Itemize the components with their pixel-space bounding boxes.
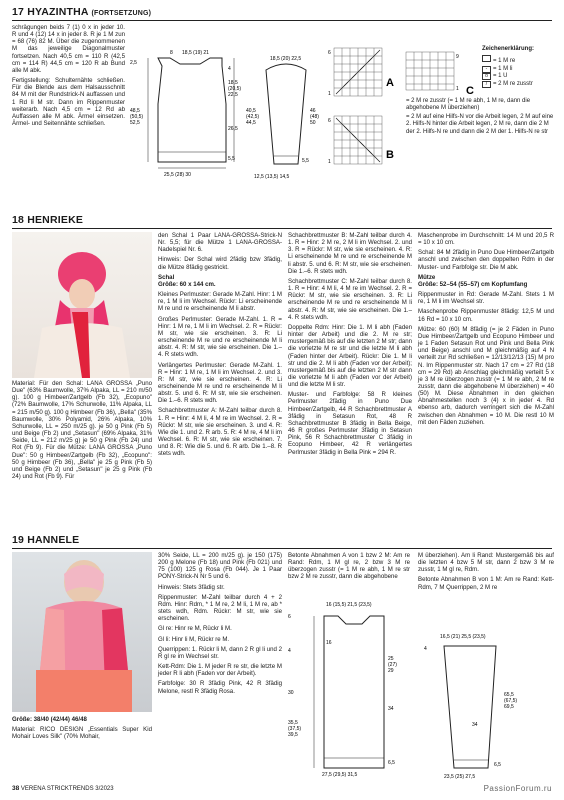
dim-label: 16,5 (21) 25,5 (23,5) [440, 634, 486, 640]
chart-letter: A [386, 77, 394, 89]
legend-item: = 1 M re [482, 55, 554, 65]
dim-label: 25,5 (28) 30 [164, 172, 191, 178]
dim-label: 6,5 [494, 762, 501, 768]
legend-entry: = 2 M auf eine Hilfs-N vor die Arbeit legen, 2 M auf eine 2. Hilfs-N hinter die Arbeit legen, 2 M re, dann die 2 M der 2. Hilfs-N re und dann die 2 M der 1. Hilfs-N re str [406, 113, 554, 135]
paragraph: Muster- und Farbfolge: 58 R kleines Perlmuster 2fädig in Puno Due Himbeer/Zartgelb, 44 R Schachbrettmuster A 3fädig in Setasun Rot, 48 R Schachbrettmuster B 3fädig in Bella Beige, 46 R großes Perlmuster 3fädig in Setasun Pink, 56 R Schachbrettmuster C 3fädig in Ecopuno Himbeer, 42 R verlängertes Perlmuster 3fädig in Bella Pink = 294 R. [288, 391, 412, 456]
paragraph: Kett-Rdm: Die 1. M jeder R re str, die letzte M jeder R li abh (Faden vor der Arbeit). [158, 663, 282, 678]
legend-item: / = 2 M re zusstr [482, 81, 554, 88]
paragraph: Gl li: Hinr li M, Rückr re M. [158, 635, 230, 643]
paragraph: Schachbrettmuster A: M-Zahl teilbar durch 8. 1. R = Hinr: 4 M li, 4 M re im Wechsel. 2. R = Rückr: M str, wie sie erscheinen. 3. und 4. R: Wie die 1. und 2. R arb. 5. R: 4 M re, 4 M li im Wechsel. 6. R: M str, wie sie erscheinen. 7. und 8. R: Wie die 5. und 6. R arb. Die 1.–8. R stets wdh. [158, 407, 282, 458]
dim-label: 46 [310, 108, 316, 114]
model-photo-henrieke [12, 232, 152, 378]
paragraph: Schachbrettmuster B: M-Zahl teilbar durch 4. 1. R = Hinr: 2 M re, 2 M li im Wechsel. 2. und 3. R = Rückr: M str, wie sie erscheinen. 4. R: Li erscheinende M re und re erscheinende M li abstr. 5. und 6. R: M str, wie sie erscheinen. Die 1.–6. R stets wdh. [288, 232, 412, 275]
paragraph-size: Größe: 38/40 (42/44) 46/48 [12, 716, 87, 723]
dim-label: (50,5) [130, 114, 144, 120]
dim-label: 34 [388, 706, 394, 712]
dim-label: (42,5) [246, 114, 260, 120]
dim-label: 25 [388, 656, 394, 662]
section-subtitle: (FORTSETZUNG) [91, 10, 152, 17]
section-title-text: 19 HANNELE [12, 534, 80, 546]
row-number: 9 [456, 54, 459, 60]
paragraph: Querrippen: 1. Rückr li M, dann 2 R gl li und 2 R gl re im Wechsel str. [158, 645, 282, 660]
paragraph: Maschenprobe Rippenmuster 8fädig: 12,5 M und 16 Rd = 10 x 10 cm. [418, 308, 554, 323]
paragraph-material: Material: RICO DESIGN „Essentials Super Kid Mohair Loves Silk" (70% Mohair, [12, 726, 152, 741]
legend-long [406, 98, 554, 136]
magazine-name: VERENA STRICKTRENDS 3/2023 [20, 786, 114, 792]
paragraph-material: Material: Für den Schal: LANA GROSSA „Puno Due" (63% Baumwolle, 37% Alpaka, LL = 210 m/50 g). 100 g Himbeer/Zartgelb (Fb 32), „Ecopuno" (72% Baumwolle, 17% Schurwolle, 11% Alpaka, LL = 215 m/50 g). 100 g Himbeer (Fb 36), „Bella" (35% Baumwolle, 30% Polyamid, 26% Alpaka, 10% Schurwolle, LL = 250 m/25 g). je 50 g Pink (Fb 5) und Beige (Fb 2) und „Setasun" (69% Alpaka, 31% Seide, LL = 212 m/25 g) je 50 g Pink (Fb 24) und Rot (Fb 9). Für die Mütze: LANA GROSSA „Puno Due": 50 g Himbeer/Zartgelb (Fb 32), „Ecopuno": 50 g Himbeer (Fb 36), „Bella" je 25 g Pink (Fb 5) und Beige (Fb 2) und „Setasun" je 25 g Pink (Fb 24) und Rot (Fb 9). Für [12, 380, 152, 481]
row-number: 6 [328, 50, 331, 56]
legend-entry: = 2 M re zusstr (= 1 M re abh, 1 M re, dann die abgehobene M überziehen) [406, 98, 531, 112]
sec18-material-column [12, 380, 152, 483]
paragraph: Doppelte Rdm: Hinr: Die 1. M li abh (Faden hinter der Arbeit) und die 2. M re str; mustergemäß bis auf die letzten 2 M str; dann die vorletzte M re str und die letzte M li abh (Faden hinter der Arbeit). Rückr: Die 1. M li str und die 2. M li abh (Faden vor der Arbeit); mustergemäß bis auf die letzten 2 M str dann die vorletzte M li abh (Faden vor der Arbeit) und die letzte M li str. [288, 323, 412, 389]
divider [12, 20, 552, 21]
dim-label: 34 [472, 722, 478, 728]
section-17-title [12, 6, 151, 18]
dim-label: (27) [388, 662, 397, 668]
dim-label: 4 [228, 66, 231, 72]
paragraph: Betonte Abnahmen B von 1 M: Am re Rand: Kett-Rdm, 7 M Querrippen, 2 M re [418, 576, 554, 591]
sec19-column-1 [12, 716, 152, 743]
paragraph: Schachbrettmuster C: M-Zahl teilbar durch 8. 1. R = Hinr: 4 M li, 4 M re im Wechsel. 2. R = Rückr: M str, wie sie erscheinen. 3. R: Li erscheinende M re und re erscheinende M li abstr. 4. R: M str, wie sie erscheinen. Die 1.–4. R stets wdh. [288, 277, 412, 321]
paragraph: Rippenmuster: M-Zahl teilbar durch 4 + 2 Rdm. Hinr: Rdm, * 1 M re, 2 M li, 1 M re, ab * stets wdh, Rdm. Rückr: M str, wie sie erscheinen. [158, 593, 282, 623]
dim-label: 35,5 [288, 720, 298, 726]
dim-label: 16 (15,5) 21,5 (23,5) [326, 602, 372, 608]
knit-chart-a [328, 46, 400, 102]
dim-label: 6 [288, 614, 291, 620]
section-title-text: 18 HENRIEKE [12, 214, 84, 226]
knit-chart-c [404, 50, 476, 96]
dim-label: 16 [326, 640, 332, 646]
dim-label: (37,5) [288, 726, 302, 732]
dim-label: 44,5 [246, 120, 256, 126]
row-number: 1 [328, 91, 331, 97]
hannele-body-schematic [288, 598, 412, 780]
dim-label: 4 [424, 646, 427, 652]
model-illustration [12, 552, 152, 712]
paragraph: schrägungen beids 7 (1) 0 x in jeder 10. R und 4 (12) 14 x in jeder 8. R je 1 M zun = 68 (76) 82 M. Über die zugenommenen M das jeweilige Diagonalmuster fortsetzen. Nach 40,5 cm = 110 R (42,5 cm = 114 R) 44,5 cm = 120 R ab Bund alle M abk. [12, 24, 125, 74]
row-number: 1 [456, 86, 459, 92]
section-title-text: 17 HYAZINTHA [12, 6, 89, 18]
sec19-column-3 [288, 552, 410, 584]
dim-label: 6,5 [388, 760, 395, 766]
paragraph-heading: Mütze Größe: 52–54 (55–57) cm Kopfumfang [418, 273, 528, 288]
paragraph: Rippenmuster in Rd: Gerade M-Zahl. Stets 1 M re, 1 M li im Wechsel str. [418, 291, 554, 306]
dim-label: 18,5 [228, 80, 238, 86]
dim-label: 23,5 (25) 27,5 [444, 774, 476, 780]
dim-label: 40,5 [246, 108, 256, 114]
paragraph: Großes Perlmuster: Gerade M-Zahl. 1. R = Hinr: 1 M re, 1 M li im Wechsel. 2. R = Rückr: M str, wie sie erscheinen. 3. R: Li erscheinende M re und re erscheinende M li abstr. 4. R: M str, wie sie erscheinen. Die 1.–4. R stets wdh. [158, 315, 282, 359]
row-number: 6 [328, 118, 331, 124]
paragraph: M überziehen). Am li Rand: Mustergemäß bis auf die letzten 4 bzw 5 M str, dann 2 bzw 3 M re zusstr, 1 M gl re, Rdm. [418, 552, 554, 574]
dim-label: 52,5 [130, 120, 140, 126]
paragraph: Hinweis: Der Schal wird 2fädig bzw 3fädig, die Mütze 8fädig gestrickt. [158, 256, 282, 271]
sec19-column-4 [418, 552, 554, 594]
dim-label: (48) [310, 114, 319, 120]
dim-label: 65,5 [504, 692, 514, 698]
sec18-column-4 [418, 232, 554, 429]
dim-label: 48,5 [130, 108, 140, 114]
section-19-title [12, 534, 79, 546]
paragraph: Betonte Abnahmen A von 1 bzw 2 M: Am re Rand: Rdm, 1 M gl re, 2 bzw 3 M re überzogen zusstr (= 1 M re abh, 1 M re str bzw 2 M re zusstr, dann die abgehobene [288, 552, 410, 581]
paragraph: Mütze: 60 (60) M 8fädig (= je 2 Fäden in Puno Due Himbeer/Zartgelb und Ecopuno Himbeer und je 1 Faden Setasun Rot und Pink und Bella Pink und Beige) anschl und M gleichmäßig auf 4 N verteilt zur Rd schließen = 12/13/12/13 (15) M pro N. Im Rippenmuster str. Nach 17 cm = 27 Rd (18 cm = 29 Rd) ab Anschlag gleichmäßig verteilt 5 x je 3 M re überzogen zusstr (= 1 M re abh, 2 M re zusstr, dann die abgehobene M überziehen) = 40 (50) M. Diese Abnahmen in den gleichen Abnahmestellen noch 3 (4) x in jeder 4. Rd ebenso arb, dadurch verringert sich die M-Zahl zwischen den Abnahmen = 10 M. Die restl 10 M mit den Fäden zuziehen. [418, 325, 554, 426]
paragraph-heading: Schal Größe: 60 x 144 cm. [158, 273, 216, 288]
paragraph: Farbfolge: 30 R 3fädig Pink, 42 R 3fädig Melone, restl R 3fädig Rosa. [158, 680, 282, 695]
dim-label: 18,5 (19) 21 [182, 50, 209, 56]
legend-item: o = 1 U [482, 73, 554, 80]
legend-item: - = 1 M li [482, 66, 554, 73]
page-number: 38 [12, 785, 20, 792]
row-number: 1 [328, 159, 331, 165]
paragraph: den Schal 1 Paar LANA-GROSSA-Strick-N Nr. 5,5; für die Mütze 1 LANA-GROSSA-Nadelspiel Nr. 6. [158, 232, 282, 254]
dim-label: 5,5 [228, 156, 235, 162]
dim-label: 2,5 [130, 60, 137, 66]
dim-label: 29 [388, 668, 394, 674]
knit-chart-b [328, 114, 400, 170]
sec19-column-2 [158, 552, 282, 698]
dim-label: 69,5 [504, 704, 514, 710]
paragraph: 30% Seide, LL = 200 m/25 g). je 150 (175) 200 g Melone (Fb 18) und Pink (Fb 021) und 75 (100) 125 g Rosa (Fb 044). Je 1 Paar PONY-Strick-N Nr 5 und 6. [158, 552, 282, 581]
paragraph: Schal: 84 M 2fädig in Puno Due Himbeer/Zartgelb anschl und zwischen den doppelten Rdm in der Muster- und Farbfolge str. Die M abk. [418, 249, 554, 271]
dim-label: 8 [170, 50, 173, 56]
divider [12, 548, 552, 549]
dim-label: 22,5 [228, 92, 238, 98]
model-illustration [12, 232, 152, 378]
dim-label: (20,5) [228, 86, 242, 92]
dim-label: 26,5 [228, 126, 238, 132]
sec18-column-3 [288, 232, 412, 459]
dim-label: 5,5 [302, 158, 309, 164]
paragraph: Maschenprobe im Durchschnitt: 14 M und 20,5 R = 10 x 10 cm. [418, 232, 554, 247]
paragraph-finishing: Fertigstellung: Schulternähte schließen. Für die Blende aus dem Halsausschnitt 84 M mit der Rundstrick-N auffassen und 1 Rd li M str. Dann im Rippenmuster weiterarb. Nach 4,5 cm = 12 Rd ab Auffassen alle M abk. Ärmel einsetzen. Ärmel- und Seitennähte schließen. [12, 77, 125, 128]
dim-label: 50 [310, 120, 316, 126]
section-18-title [12, 214, 83, 226]
dim-label: (67,5) [504, 698, 518, 704]
dim-label: 4 [288, 648, 291, 654]
chart-letter: C [466, 85, 474, 96]
divider [12, 228, 552, 229]
dim-label: 18,5 (20) 22,5 [270, 56, 302, 62]
page-footer [12, 785, 114, 792]
dim-label: 12,5 (13,5) 14,5 [254, 174, 290, 180]
watermark: PassionForum.ru [483, 784, 552, 793]
sec17-text-column [12, 24, 125, 130]
dim-label: 30 [288, 690, 294, 696]
paragraph: Gl re: Hinr re M, Rückr li M. [158, 625, 232, 633]
dim-label: 27,5 (29,5) 31,5 [322, 772, 358, 778]
dim-label: 39,5 [288, 732, 298, 738]
sec18-column-2 [158, 232, 282, 461]
sleeve-schematic [246, 52, 326, 184]
back-schematic [130, 44, 245, 184]
chart-letter: B [386, 149, 394, 161]
paragraph: Kleines Perlmuster: Gerade M-Zahl. Hinr: 1 M re, 1 M li im Wechsel. Rückr: Li erscheinende M re und re erscheinende M li abstr. [158, 291, 282, 313]
paragraph: Verlängertes Perlmuster: Gerade M-Zahl. 1. R = Hinr: 1 M re, 1 M li im Wechsel. 2. und 3. R: M str, wie sie erscheinen. 4. R: Li erscheinende M re und re erscheinende M li abstr. 5. und 6. R: M str, wie sie erscheinen. Die 1.–6. R stets wdh. [158, 361, 282, 405]
hannele-sleeve-schematic [418, 630, 554, 780]
chart-legend [482, 46, 554, 88]
model-photo-hannele [12, 552, 152, 712]
paragraph: Hinweis: Stets 3fädig str. [158, 583, 225, 591]
legend-title: Zeichenerklärung: [482, 46, 535, 52]
